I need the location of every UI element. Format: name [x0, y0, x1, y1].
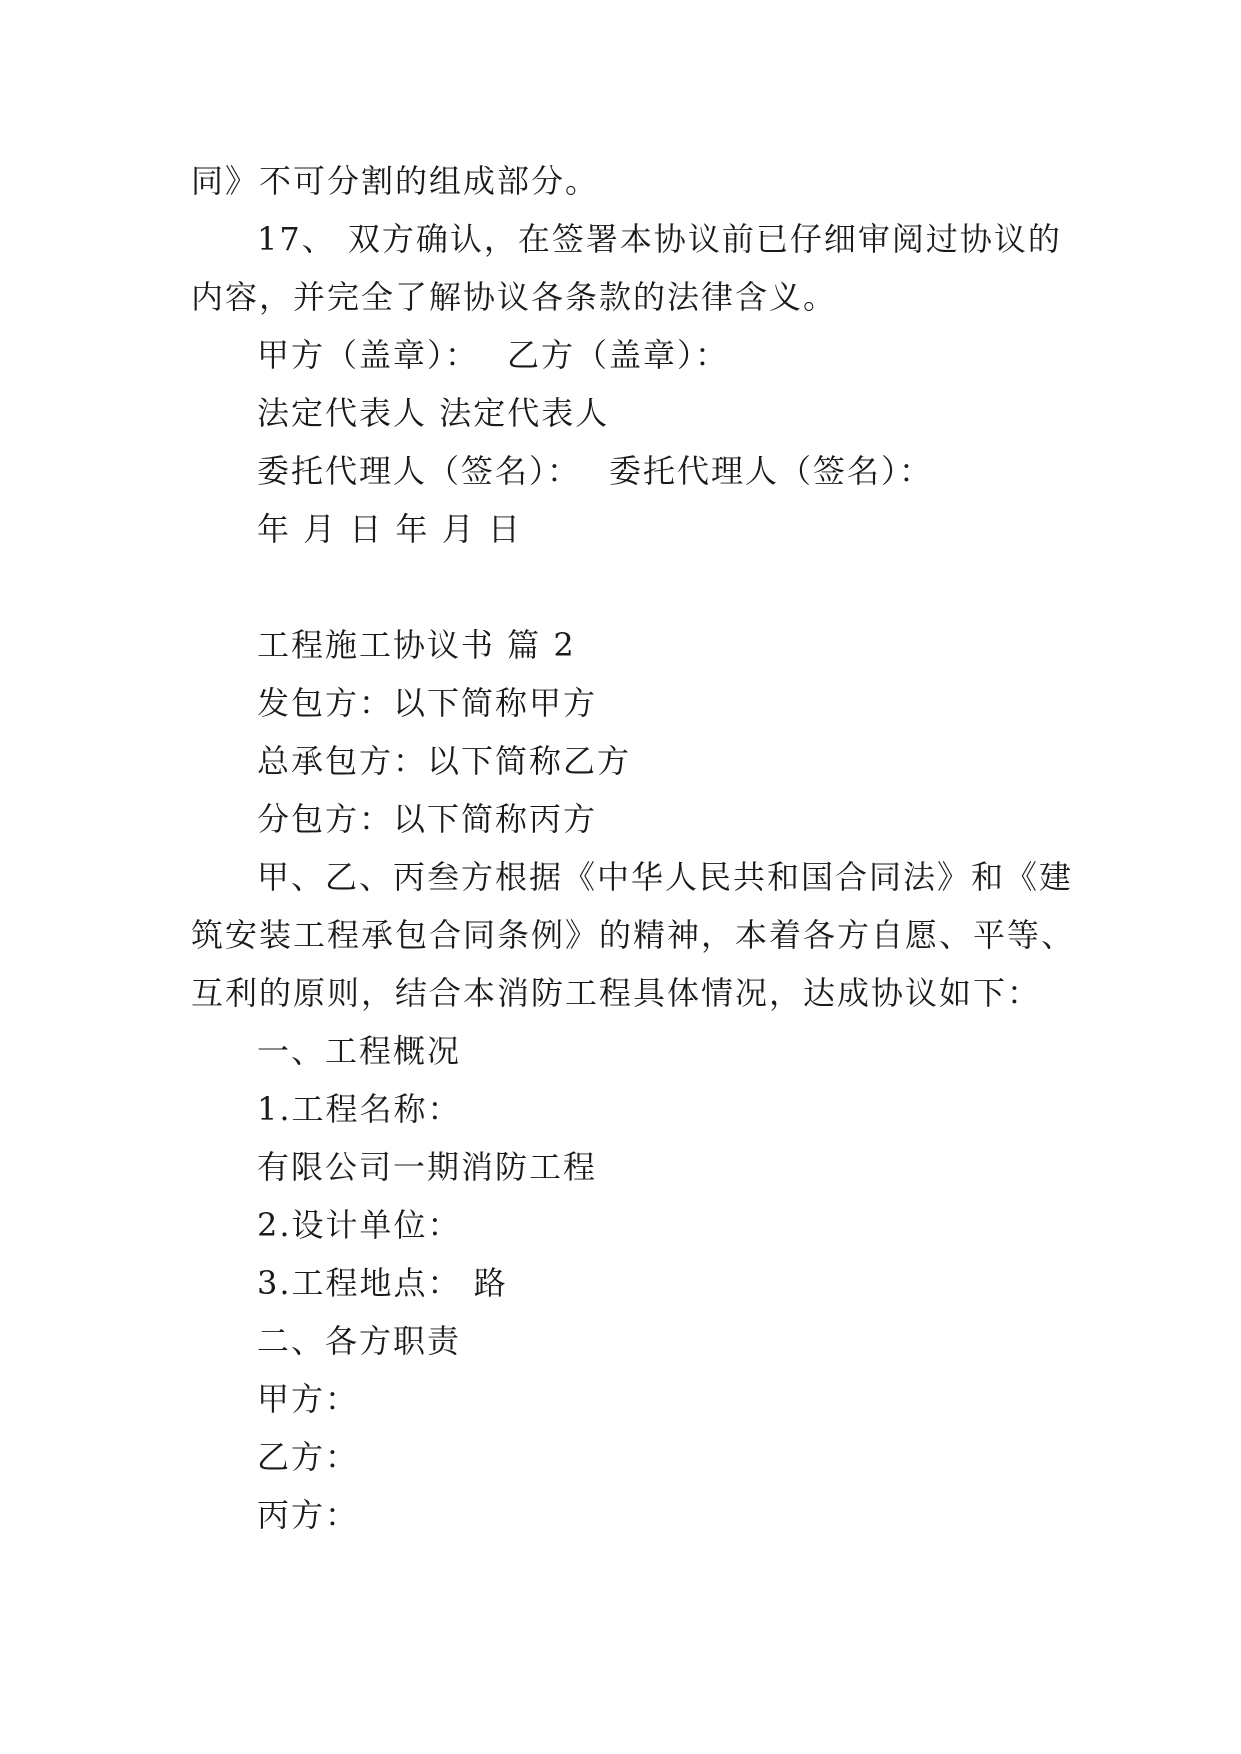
legal-rep-row: [191, 384, 1051, 442]
party-b-legal-rep: 法定代表人: [439, 394, 610, 432]
clause-17-line-1: 17、 双方确认，在签署本协议前已仔细审阅过协议的: [257, 220, 1062, 258]
heading-project-overview: 一、工程概况: [257, 1032, 462, 1070]
party-a-seal-label: 甲方（盖章）：: [257, 336, 480, 374]
general-contractor-line: 总承包方：以下简称乙方: [257, 742, 632, 780]
preamble-line-1: 甲、乙、丙叁方根据《中华人民共和国合同法》和《建: [257, 858, 1074, 896]
duty-party-b: 乙方：: [257, 1438, 360, 1476]
party-b-date: 年 月 日: [395, 510, 522, 548]
heading-responsibilities: 二、各方职责: [257, 1322, 462, 1360]
date-row: [191, 500, 1051, 558]
section-title: 工程施工协议书 篇 2: [257, 626, 576, 664]
item-project-name: 1.工程名称：: [257, 1090, 462, 1128]
document-page: [191, 152, 1076, 1544]
duty-party-c: 丙方：: [257, 1496, 360, 1534]
preamble-line-3: 互利的原则，结合本消防工程具体情况，达成协议如下：: [191, 974, 1042, 1012]
party-b-agent: 委托代理人（签名）：: [609, 452, 934, 490]
clause-16-tail: 同》不可分割的组成部分。: [191, 162, 600, 200]
party-a-date: 年 月 日: [257, 510, 384, 548]
party-a-agent: 委托代理人（签名）：: [257, 452, 582, 490]
subcontractor-line: 分包方：以下简称丙方: [257, 800, 598, 838]
clause-17-line-2: 内容，并完全了解协议各条款的法律含义。: [191, 278, 838, 316]
employer-line: 发包方：以下简称甲方: [257, 684, 598, 722]
duty-party-a: 甲方：: [257, 1380, 360, 1418]
section-gap: [191, 558, 1051, 616]
item-design-unit: 2.设计单位：: [257, 1206, 462, 1244]
project-name-value: 有限公司一期消防工程: [257, 1148, 598, 1186]
item-project-location: 3.工程地点： 路: [257, 1264, 508, 1302]
agent-row: [191, 442, 1051, 500]
preamble-line-2: 筑安装工程承包合同条例》的精神，本着各方自愿、平等、: [191, 916, 1076, 954]
party-b-seal-label: 乙方（盖章）：: [507, 336, 730, 374]
party-a-legal-rep: 法定代表人: [257, 394, 428, 432]
signature-seal-row: [191, 326, 1051, 384]
